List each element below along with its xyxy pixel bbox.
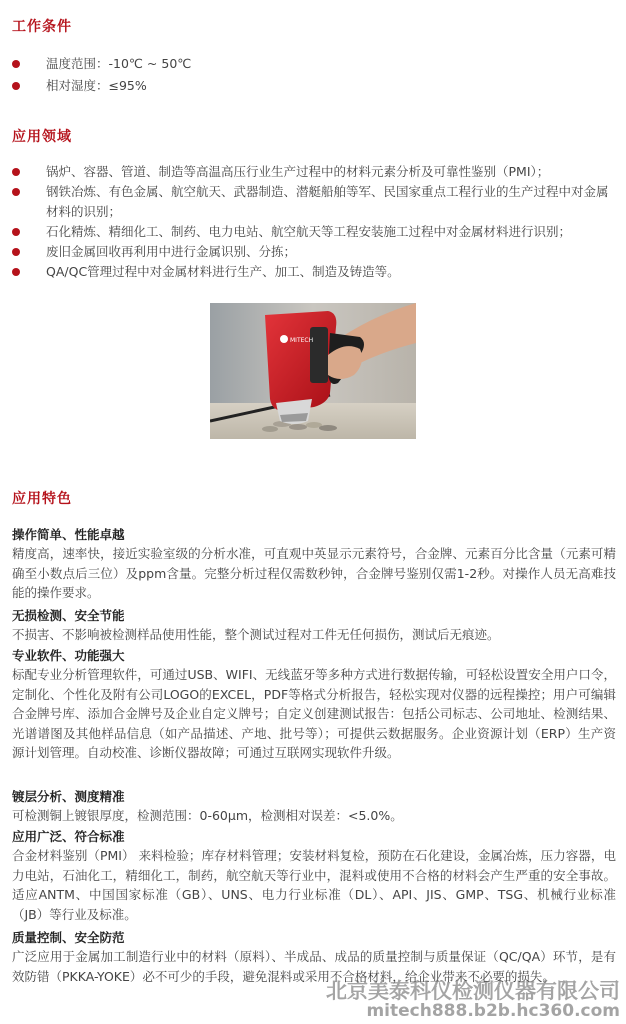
feature-heading: 质量控制、安全防范 bbox=[12, 930, 125, 945]
feature-block bbox=[12, 525, 616, 603]
list-item: 相对湿度：≤95% bbox=[12, 76, 616, 96]
bullet-dot-icon bbox=[12, 188, 20, 196]
feature-heading: 镀层分析、测度精准 bbox=[12, 789, 125, 804]
section-title-working-conditions: 工作条件 bbox=[12, 19, 72, 35]
feature-text: 可检测铜上镀银厚度，检测范围：0-60μm，检测相对误差：<5.0%。 bbox=[12, 808, 403, 823]
list-item: QA/QC管理过程中对金属材料进行生产、加工、制造及铸造等。 bbox=[12, 262, 616, 282]
feature-text: 精度高，速率快，接近实验室级的分析水准，可直观中英显示元素符号，合金牌、元素百分比含量（元素可精确至小数点后三位）及ppm含量。完整分析过程仅需数秒钟，合金牌号鉴别仅需1-2秒。对操作人员无高难技能的操作要求。 bbox=[12, 546, 616, 600]
feature-text: 广泛应用于金属加工制造行业中的材料（原料）、半成品、成品的质量控制与质量保证（QC/QA）环节，是有效防错（PKKA-YOKE）必不可少的手段，避免混料或采用不合格材料，给企业带来不必要的损失。 bbox=[12, 949, 616, 984]
watermark-url: mitech888.b2b.hc360.com bbox=[366, 1001, 620, 1021]
feature-block bbox=[12, 787, 616, 826]
feature-text: 合金材料鉴别（PMI） 来料检验；库存材料管理；安装材料复检，预防在石化建设，金属冶炼，压力容器，电力电站，石油化工，精细化工，制药，航空航天等行业中，混料或使用不合格的材料会产生严重的安全事故。适应ANTM、中国国家标准（GB）、UNS、电力行业标准（DL）、API、JIS、GMP、TSG、机械行业标准（JB）等行业及标准。 bbox=[12, 848, 616, 922]
feature-heading: 专业软件、功能强大 bbox=[12, 648, 125, 663]
product-logo-text: MITECH bbox=[290, 337, 314, 344]
feature-heading: 无损检测、安全节能 bbox=[12, 608, 125, 623]
feature-block bbox=[12, 606, 616, 645]
list-item: 锅炉、容器、管道、制造等高温高压行业生产过程中的材料元素分析及可靠性鉴别（PMI）； bbox=[12, 162, 616, 182]
section-title-applications: 应用领域 bbox=[12, 129, 72, 145]
xrf-analyzer-illustration bbox=[210, 303, 416, 439]
bullet-dot-icon bbox=[12, 228, 20, 236]
applications-list bbox=[12, 162, 616, 282]
watermark-company: 北京美泰科仪检测仪器有限公司 bbox=[326, 979, 620, 1003]
feature-block bbox=[12, 646, 616, 763]
section-title-features: 应用特色 bbox=[12, 491, 72, 507]
working-conditions-list bbox=[12, 54, 616, 96]
feature-heading: 操作简单、性能卓越 bbox=[12, 527, 125, 542]
feature-text: 不损害、不影响被检测样品使用性能，整个测试过程对工件无任何损伤，测试后无痕迹。 bbox=[12, 627, 500, 642]
feature-text: 标配专业分析管理软件，可通过USB、WIFI、无线蓝牙等多种方式进行数据传输，可轻松设置安全用户口令，定制化、个性化及附有公司LOGO的EXCEL，PDF等格式分析报告，轻松实现对仪器的远程操控；用户可编辑合金牌号库、添加合金牌号及企业自定义牌号；自定义创建测试报告：包括公司标志、公司地址、检测结果、光谱谱图及其他样品信息（如产品描述、产地、批号等）；可提供云数据服务。企业资源计划（ERP）生产资源计划管理。自动校准、诊断仪器故障；可通过互联网实现软件升级。 bbox=[12, 667, 616, 760]
product-photo bbox=[210, 303, 416, 439]
list-item: 废旧金属回收再利用中进行金属识别、分拣； bbox=[12, 242, 616, 262]
feature-heading: 应用广泛、符合标准 bbox=[12, 829, 125, 844]
list-item: 温度范围：-10℃ ~ 50℃ bbox=[12, 54, 616, 74]
list-item: 石化精炼、精细化工、制药、电力电站、航空航天等工程安装施工过程中对金属材料进行识别； bbox=[12, 222, 616, 242]
feature-block bbox=[12, 827, 616, 924]
bullet-dot-icon bbox=[12, 60, 20, 68]
list-item: 钢铁冶炼、有色金属、航空航天、武器制造、潜艇船舶等军、民国家重点工程行业的生产过程中对金属材料的识别； bbox=[12, 182, 616, 222]
bullet-dot-icon bbox=[12, 168, 20, 176]
bullet-dot-icon bbox=[12, 268, 20, 276]
bullet-dot-icon bbox=[12, 82, 20, 90]
bullet-dot-icon bbox=[12, 248, 20, 256]
